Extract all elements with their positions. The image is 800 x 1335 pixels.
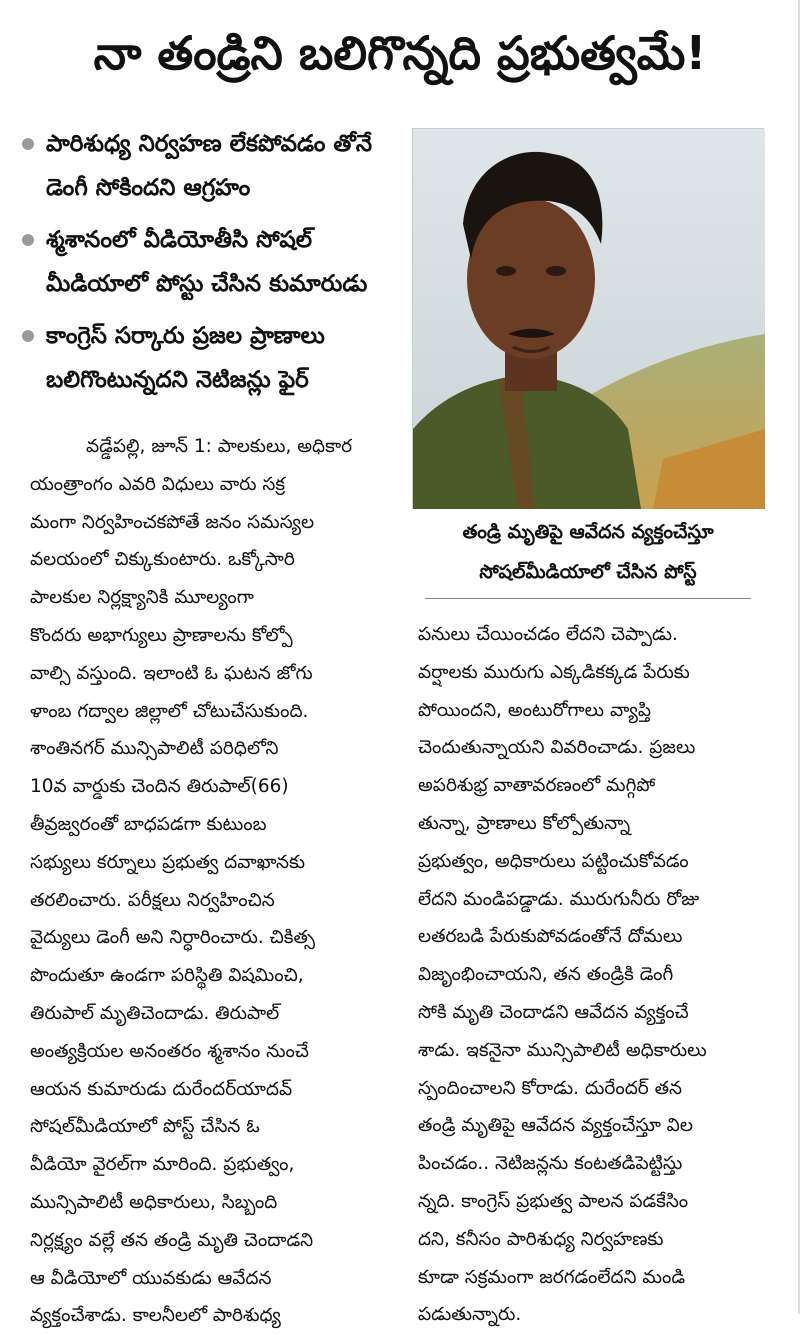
article-line: ప్రభుత్వం, అధికారులు పట్టించుకోవడం <box>418 850 689 872</box>
article-line: నిర్లక్ష్యం వల్లే తన తండ్రి మృతి చెందాడని <box>30 1229 314 1251</box>
article-line: వడ్డేపల్లి, జూన్ 1: పాలకులు, అధికార <box>86 436 353 457</box>
caption-divider <box>425 598 751 599</box>
bullet-list <box>22 122 402 410</box>
bullet-dot-icon <box>22 234 34 246</box>
bullet-text: శ్మశానంలో వీడియోతీసి సోషల్ మీడియాలో పోస్టు చేసిన కుమారుడు <box>46 227 368 297</box>
bullet-text: కాంగ్రెస్ సర్కారు ప్రజల ప్రాణాలు బలిగొంటున్నదని నెటిజన్లు ఫైర్ <box>46 323 325 393</box>
article-line: కొందరు అభాగ్యులు ప్రాణాలను కోల్పో <box>30 624 293 646</box>
article-line: సోషల్‌మీడియాలో పోస్ట్ చేసిన ఓ <box>30 1116 260 1138</box>
article-column-left <box>30 428 398 1335</box>
bullet-item <box>22 314 402 402</box>
article-line: వర్షాలకు మురుగు ఎక్కడికక్కడ పేరుకు <box>418 661 690 683</box>
article-line: 10వ వార్డుకు చెందిన తిరుపాల్(66) <box>30 776 289 798</box>
article-line: పోయిందని, అంటురోగాలు వ్యాప్తి <box>418 699 651 721</box>
article-line: తరలించారు. పరీక్షలు నిర్వహించిన <box>30 889 275 911</box>
article-line: విజృంభించాయని, తన తండ్రికి డెంగీ <box>418 964 674 986</box>
article-line: దని, కనీసం పారిశుధ్య నిర్వహణకు <box>418 1228 664 1250</box>
article-line: వీడియో వైరల్‌గా మారింది. ప్రభుత్వం, <box>30 1154 295 1176</box>
article-line: పొందుతూ ఉండగా పరిస్థితి విషమించి, <box>30 965 304 987</box>
news-photo <box>412 128 764 508</box>
article-line: స్పందించాలని కోరాడు. దురేందర్ తన <box>418 1077 683 1099</box>
article-line: పాలకుల నిర్లక్ష్యానికి మూల్యంగా <box>30 587 254 609</box>
article-line: పనులు చేయించడం లేదని చెప్పాడు. <box>418 624 678 645</box>
article-line: పడుతున్నారు. <box>418 1304 522 1326</box>
article-line: తీవ్రజ్వరంతో బాధపడగా కుటుంబ <box>30 813 267 835</box>
article-line: పించడం.. నెటిజన్లను కంటతడిపెట్టిస్తు <box>418 1153 683 1175</box>
article-line: లేదని మండిపడ్డాడు. మురుగునీరు రోజు <box>418 888 700 910</box>
article-line: మంగా నిర్వహించకపోతే జనం సమస్యల <box>30 511 315 533</box>
article-line: కూడా సక్రమంగా జరగడంలేదని మండి <box>418 1266 686 1288</box>
article-line: అంత్యక్రియల అనంతరం శ్మశానం నుంచే <box>30 1040 309 1062</box>
article-line: యంత్రాంగం ఎవరి విధులు వారు సక్ర <box>30 473 286 495</box>
article-line: ఆ వీడియోలో యువకుడు ఆవేదన <box>30 1267 272 1289</box>
article-line: ఆయన కుమారుడు దురేందర్‌యాదవ్ <box>30 1078 293 1100</box>
bullet-text: పారిశుధ్య నిర్వహణ లేకపోవడం తోనే డెంగీ సోకిందని ఆగ్రహం <box>46 131 372 201</box>
article-line: మున్సిపాలిటీ అధికారులు, సిబ్బంది <box>30 1191 278 1213</box>
article-line: అపరిశుభ్ర వాతావరణంలో మగ్గిపో <box>418 775 656 797</box>
article-line: ళాంబ గద్వాల జిల్లాలో చోటుచేసుకుంది. <box>30 700 309 722</box>
photo-caption <box>412 512 764 592</box>
article-line: న్నది. కాంగ్రెస్ ప్రభుత్వ పాలన పడకేసిం <box>418 1190 689 1212</box>
article-line: వలయంలో చిక్కుకుంటారు. ఒక్కోసారి <box>30 549 295 571</box>
article-line: శాంతినగర్ మున్సిపాలిటీ పరిధిలోని <box>30 738 279 760</box>
article-line: తండ్రి మృతిపై ఆవేదన వ్యక్తంచేస్తూ విల <box>418 1115 693 1137</box>
article-line: తిరుపాల్ మృతిచెందాడు. తిరుపాల్ <box>30 1002 280 1024</box>
bullet-item <box>22 122 402 210</box>
bullet-dot-icon <box>22 138 34 150</box>
article-column-right <box>418 616 764 1334</box>
article-line: వ్యక్తంచేశాడు. కాలనీలలో పారిశుధ్య <box>30 1305 281 1327</box>
headline: నా తండ్రిని బలిగొన్నది ప్రభుత్వమే! <box>93 26 707 80</box>
article-line: చెందుతున్నాయని వివరించాడు. ప్రజలు <box>418 737 696 759</box>
article-line: తున్నా, ప్రాణాలు కోల్పోతున్నా <box>418 812 631 834</box>
portrait-photo-illustration <box>413 129 765 509</box>
bullet-item <box>22 218 402 306</box>
article-line: వాల్సి వస్తుంది. ఇలాంటి ఓ ఘటన జోగు <box>30 662 313 684</box>
article-line: సోకి మృతి చెందాడని ఆవేదన వ్యక్తంచే <box>418 1001 689 1023</box>
article-line: శాడు. ఇకనైనా మున్సిపాలిటీ అధికారులు <box>418 1039 707 1061</box>
article-line: వైద్యులు డెంగీ అని నిర్ధారించారు. చికిత్స <box>30 927 315 949</box>
caption-line: సోషల్‌మీడియాలో చేసిన పోస్ట్ <box>479 561 697 583</box>
article-line: సభ్యులు కర్నూలు ప్రభుత్వ దవాఖానకు <box>30 851 306 873</box>
caption-line: తండ్రి మృతిపై ఆవేదన వ్యక్తంచేస్తూ <box>462 521 714 543</box>
bullet-dot-icon <box>22 330 34 342</box>
article-line: లతరబడి పేరుకుపోవడంతోనే దోమలు <box>418 926 683 948</box>
